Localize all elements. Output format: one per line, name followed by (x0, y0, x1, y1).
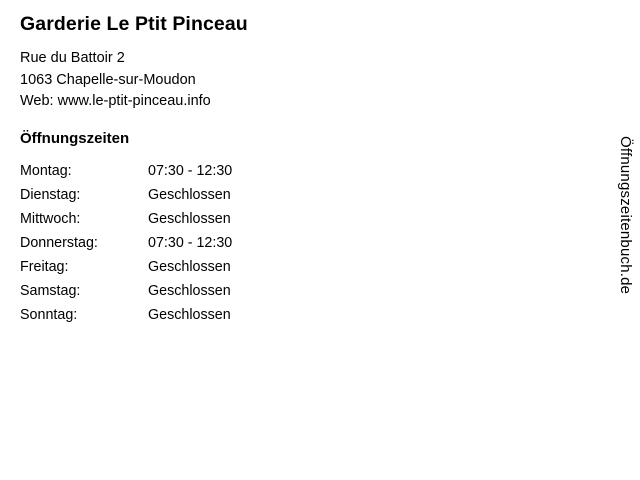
opening-hours-heading: Öffnungszeiten (20, 129, 130, 147)
table-row (20, 233, 368, 257)
watermark-label: Öffnungszeitenbuch.de (617, 136, 634, 295)
day-label: Donnerstag: (20, 234, 98, 251)
table-row (20, 209, 368, 233)
address-website: Web: www.le-ptit-pinceau.info (20, 93, 211, 109)
hours-value: Geschlossen (148, 282, 231, 299)
table-row (20, 185, 368, 209)
table-row (20, 257, 368, 281)
table-row (20, 305, 368, 329)
day-label: Samstag: (20, 282, 81, 299)
business-info-block (20, 10, 580, 329)
hours-value: Geschlossen (148, 258, 231, 275)
address-city: 1063 Chapelle-sur-Moudon (20, 71, 196, 88)
hours-value: 07:30 - 12:30 (148, 234, 233, 251)
day-label: Freitag: (20, 258, 69, 275)
hours-value: Geschlossen (148, 186, 231, 203)
table-row (20, 281, 368, 305)
day-label: Sonntag: (20, 306, 78, 323)
day-label: Dienstag: (20, 186, 81, 203)
hours-value: 07:30 - 12:30 (148, 162, 233, 179)
table-row (20, 161, 368, 185)
hours-value: Geschlossen (148, 306, 231, 323)
opening-hours-table (20, 161, 368, 329)
day-label: Montag: (20, 162, 72, 179)
address-street: Rue du Battoir 2 (20, 50, 125, 66)
page-title: Garderie Le Ptit Pinceau (20, 13, 248, 35)
day-label: Mittwoch: (20, 210, 81, 227)
address-block (20, 48, 580, 113)
hours-value: Geschlossen (148, 210, 231, 227)
